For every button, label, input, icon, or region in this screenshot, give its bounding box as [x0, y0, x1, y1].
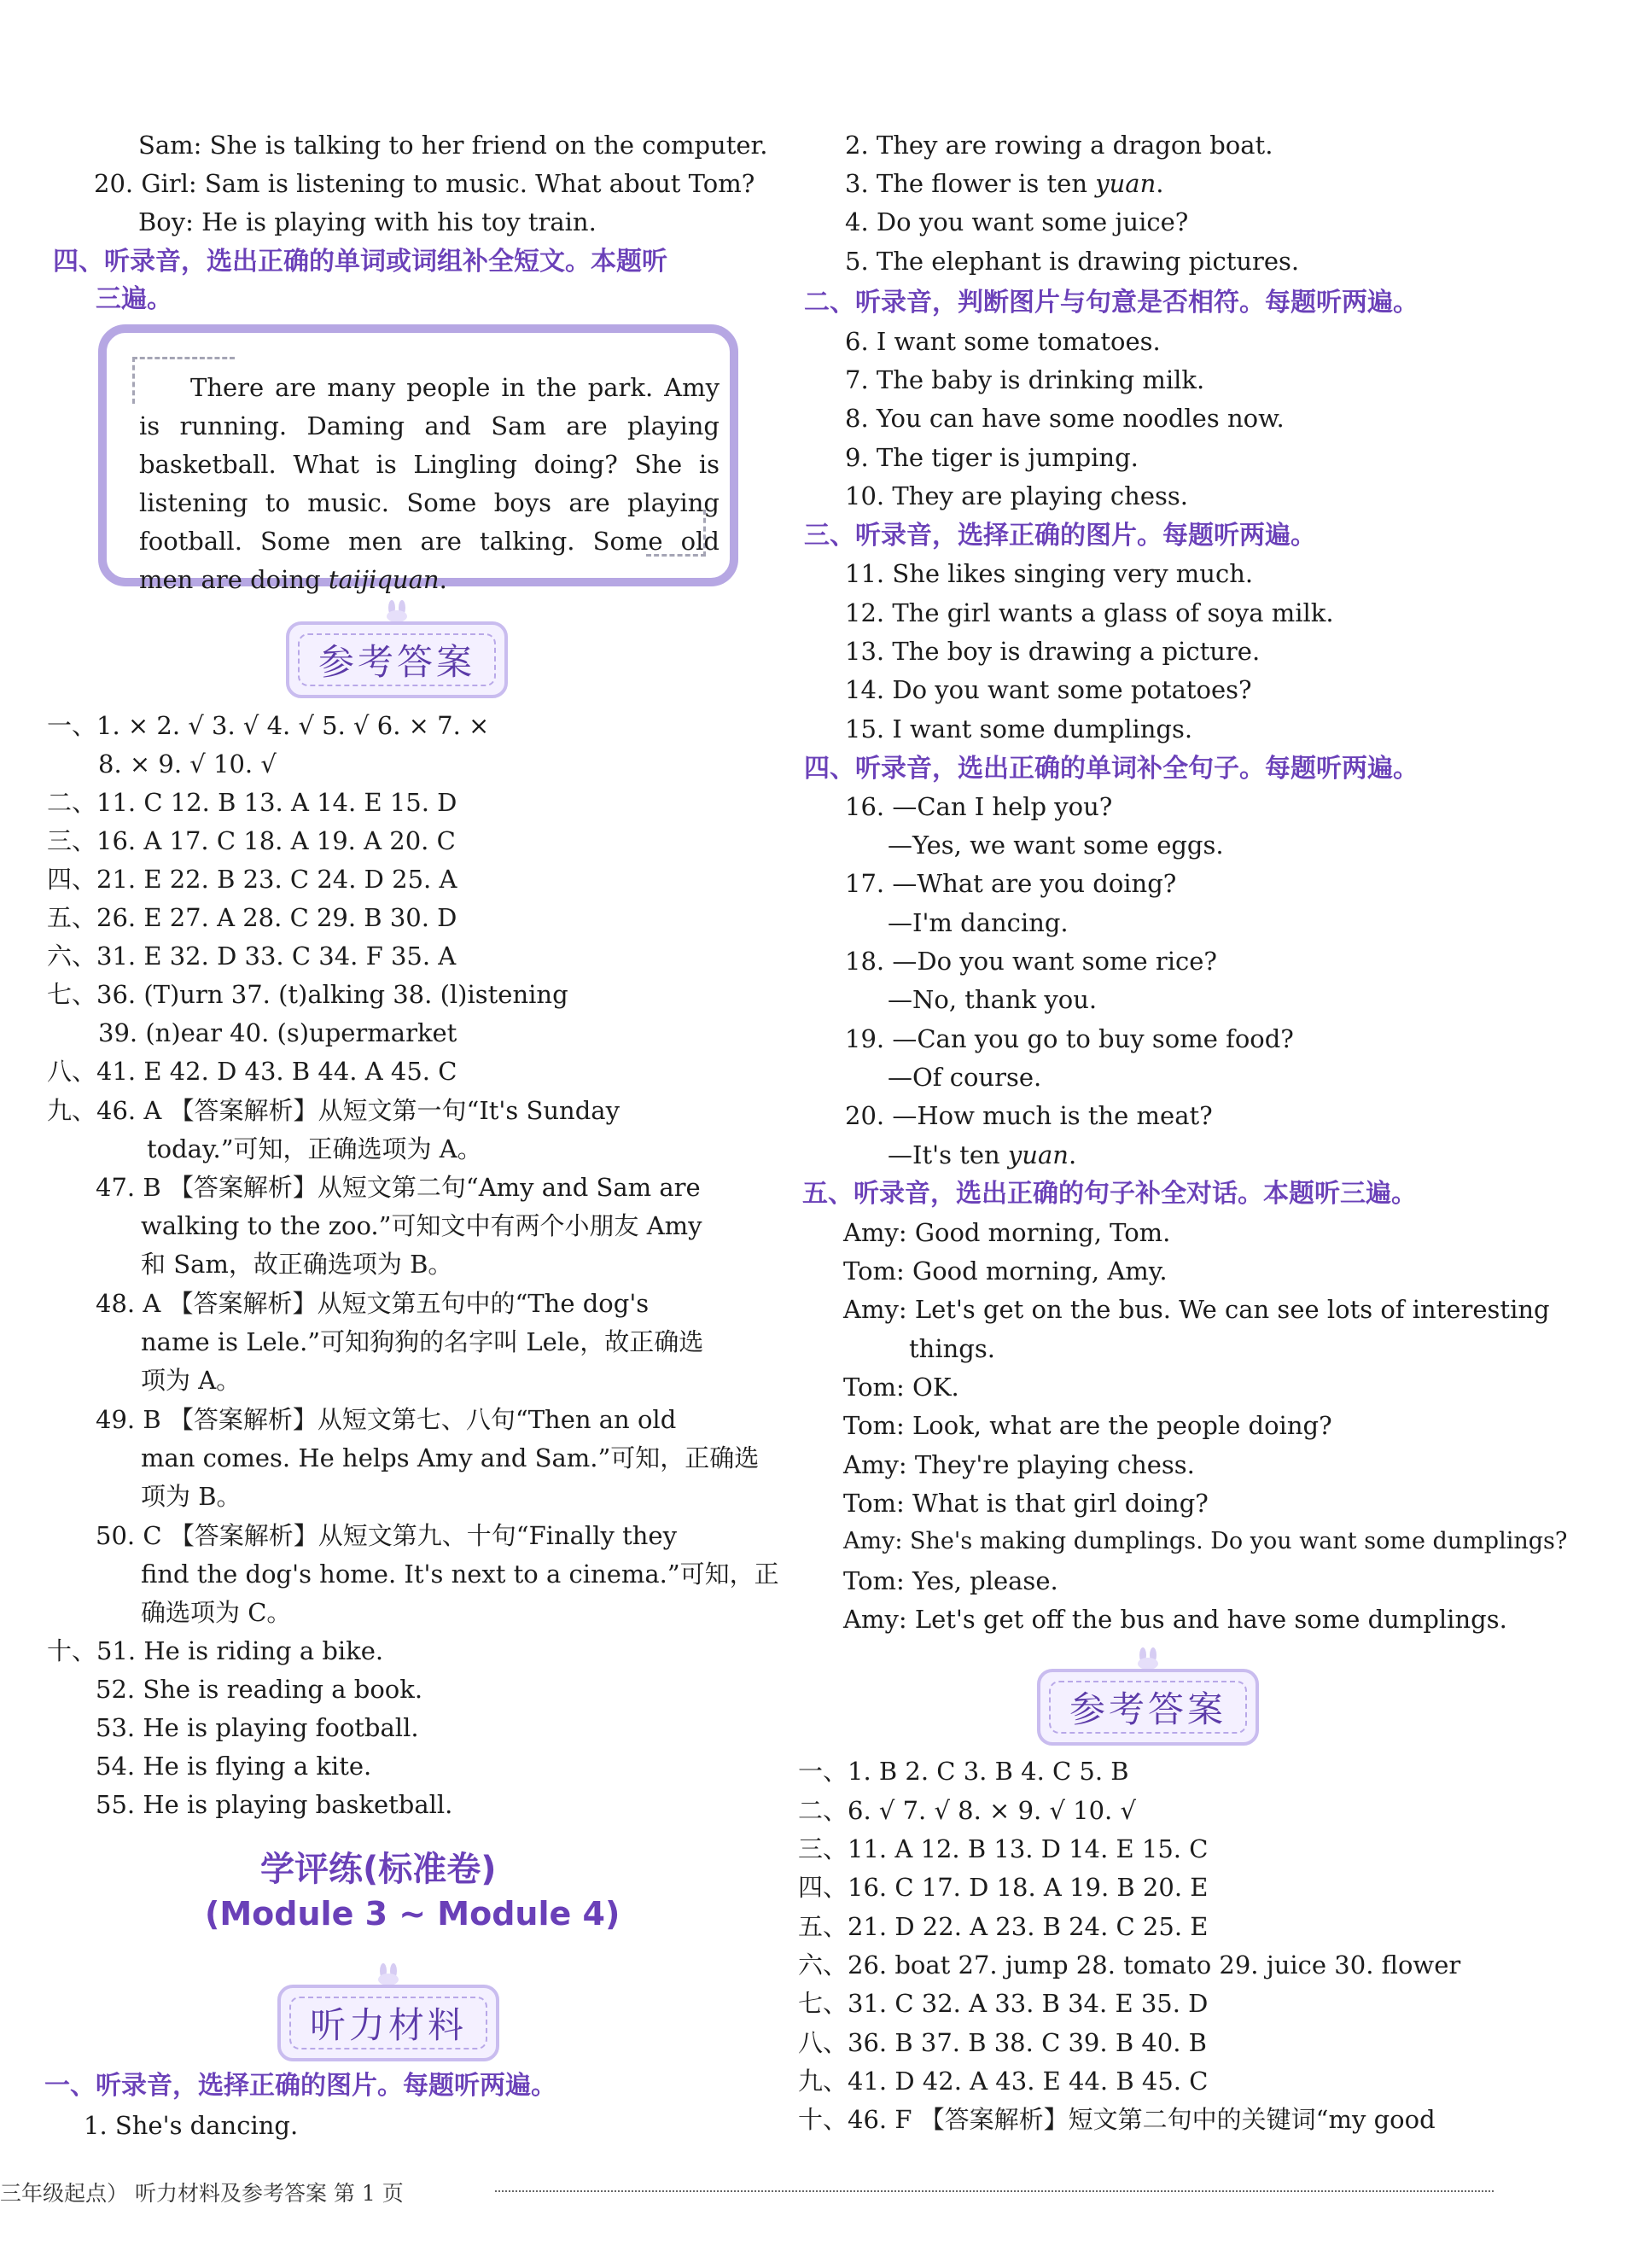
text-line: —I'm dancing.: [888, 908, 1069, 937]
text-line: 10. They are playing chess.: [845, 481, 1188, 510]
dialogue-line: Amy: She's making dumplings. Do you want some dumplings?: [843, 1528, 1568, 1554]
answers-badge: 参考答案: [1037, 1669, 1259, 1746]
text-line: 5. The elephant is drawing pictures.: [845, 247, 1300, 276]
answer-line: 54. He is flying a kite.: [96, 1752, 372, 1781]
text-line: 18. —Do you want some rice?: [845, 947, 1217, 976]
text-line: 13. The boy is drawing a picture.: [845, 637, 1261, 666]
dialogue-line: Tom: Look, what are the people doing?: [843, 1411, 1332, 1440]
text-line: 2. They are rowing a dragon boat.: [845, 131, 1273, 160]
answer-line: today.”可知，正确选项为 A。: [147, 1134, 482, 1163]
section-heading: 五、听录音，选出正确的句子补全对话。本题听三遍。: [802, 1179, 1417, 1209]
answer-line: 七、36. (T)urn 37. (t)alking 38. (l)istening: [47, 980, 568, 1009]
dialogue-line: things.: [909, 1334, 995, 1363]
answer-line: 九、46. A 【答案解析】从短文第一句“It's Sunday: [47, 1096, 620, 1125]
answer-line: 九、41. D 42. A 43. E 44. B 45. C: [798, 2067, 1209, 2096]
answer-line: 一、1. × 2. √ 3. √ 4. √ 5. √ 6. × 7. ×: [47, 711, 490, 740]
dialogue-line: Tom: Yes, please.: [843, 1566, 1058, 1595]
answer-line: 48. A 【答案解析】从短文第五句中的“The dog's: [96, 1289, 650, 1318]
answer-line: 八、41. E 42. D 43. B 44. A 45. C: [47, 1057, 457, 1086]
text-line: —No, thank you.: [888, 985, 1098, 1014]
answer-line: 和 Sam，故正确选项为 B。: [141, 1250, 453, 1279]
dialogue-line: Amy: Let's get off the bus and have some dumplings.: [843, 1605, 1507, 1634]
text-line: 8. You can have some noodles now.: [845, 404, 1285, 433]
answer-line: 一、1. B 2. C 3. B 4. C 5. B: [798, 1757, 1129, 1786]
text-line: 11. She likes singing very much.: [845, 559, 1254, 588]
answer-line: 十、46. F 【答案解析】短文第二句中的关键词“my good: [798, 2105, 1436, 2134]
text-line: 7. The baby is drinking milk.: [845, 365, 1205, 394]
answer-line: 53. He is playing football.: [96, 1713, 419, 1742]
text-line: 4. Do you want some juice?: [845, 207, 1189, 236]
dialogue-line: Tom: Good morning, Amy.: [843, 1256, 1168, 1286]
answer-line: 50. C 【答案解析】从短文第九、十句“Finally they: [96, 1521, 677, 1550]
dialogue-line: Amy: Let's get on the bus. We can see lots of interesting: [843, 1295, 1550, 1324]
answer-line: 二、6. √ 7. √ 8. × 9. √ 10. √: [798, 1796, 1136, 1825]
answer-line: 五、21. D 22. A 23. B 24. C 25. E: [798, 1912, 1209, 1941]
text-line: 19. —Can you go to buy some food?: [845, 1024, 1294, 1053]
answer-line: 47. B 【答案解析】从短文第二句“Amy and Sam are: [96, 1173, 701, 1202]
footer-rule: [495, 2190, 1494, 2192]
page-footer: 三年级起点） 听力材料及参考答案 第 1 页: [0, 2181, 404, 2206]
answer-line: 六、31. E 32. D 33. C 34. F 35. A: [47, 942, 457, 971]
section-heading: 四、听录音，选出正确的单词补全句子。每题听两遍。: [804, 754, 1419, 784]
answer-line: 项为 B。: [141, 1482, 242, 1511]
answer-line: find the dog's home. It's next to a cinema.”可知，正: [141, 1560, 779, 1589]
passage-text: There are many people in the park. Amy is running. Daming and Sam are playing basketball. What is Lingling doing? She is listening to music. Some boys are playing football. Some men are talking. Some old men are doing taijiquan.: [139, 373, 720, 594]
passage-box: [98, 324, 738, 594]
text-line: 17. —What are you doing?: [845, 869, 1177, 898]
text-line: 16. —Can I help you?: [845, 792, 1113, 821]
answer-line: 六、26. boat 27. jump 28. tomato 29. juice 30. flower: [798, 1950, 1461, 1979]
answer-line: 39. (n)ear 40. (s)upermarket: [98, 1018, 457, 1047]
text-line: 20. —How much is the meat?: [845, 1101, 1213, 1130]
answer-line: 项为 A。: [141, 1366, 242, 1395]
answer-line: 十、51. He is riding a bike.: [47, 1636, 384, 1665]
answer-line: man comes. He helps Amy and Sam.”可知，正确选: [141, 1443, 760, 1472]
text-line: —Yes, we want some eggs.: [888, 831, 1224, 860]
answer-line: 三、11. A 12. B 13. D 14. E 15. C: [798, 1834, 1209, 1863]
section-heading: 四、听录音，选出正确的单词或词组补全短文。本题听: [53, 247, 667, 277]
answer-line: 三、16. A 17. C 18. A 19. A 20. C: [47, 826, 456, 855]
dialogue-line: Amy: They're playing chess.: [843, 1450, 1195, 1479]
text-line: 3. The flower is ten yuan.: [845, 169, 1164, 198]
answer-line: name is Lele.”可知狗狗的名字叫 Lele，故正确选: [141, 1327, 704, 1356]
text-line: 12. The girl wants a glass of soya milk.: [845, 598, 1334, 627]
section-heading: 二、听录音，判断图片与句意是否相符。每题听两遍。: [804, 288, 1419, 318]
answer-line: 49. B 【答案解析】从短文第七、八句“Then an old: [96, 1405, 677, 1434]
text-line: Sam: She is talking to her friend on the computer.: [138, 131, 768, 160]
bunny-icon: [370, 1962, 407, 1985]
section-heading: 三遍。: [96, 284, 172, 314]
text-line: —It's ten yuan.: [888, 1140, 1077, 1169]
section-heading: 三、听录音，选择正确的图片。每题听两遍。: [804, 521, 1316, 551]
test-title: 学评练(标准卷): [260, 1850, 497, 1889]
answer-line: 七、31. C 32. A 33. B 34. E 35. D: [798, 1989, 1209, 2018]
dialogue-line: Amy: Good morning, Tom.: [843, 1218, 1171, 1247]
answer-line: 确选项为 C。: [141, 1598, 292, 1627]
text-line: 14. Do you want some potatoes?: [845, 675, 1252, 704]
bunny-icon: [1129, 1647, 1167, 1669]
bunny-icon: [378, 599, 416, 621]
text-line: 6. I want some tomatoes.: [845, 327, 1161, 356]
answers-badge: 参考答案: [286, 621, 508, 698]
answer-line: 四、21. E 22. B 23. C 24. D 25. A: [47, 865, 457, 894]
answer-line: walking to the zoo.”可知文中有两个小朋友 Amy: [141, 1211, 702, 1240]
text-line: —Of course.: [888, 1063, 1042, 1092]
dialogue-line: Tom: What is that girl doing?: [843, 1489, 1209, 1518]
answer-line: 8. × 9. √ 10. √: [98, 749, 277, 778]
text-line: 15. I want some dumplings.: [845, 714, 1193, 743]
test-subtitle: (Module 3 ~ Module 4): [205, 1895, 620, 1933]
text-line: 20. Girl: Sam is listening to music. What about Tom?: [94, 169, 755, 198]
text-line: Boy: He is playing with his toy train.: [138, 207, 597, 236]
dialogue-line: Tom: OK.: [843, 1373, 959, 1402]
answer-line: 四、16. C 17. D 18. A 19. B 20. E: [798, 1873, 1209, 1902]
answer-line: 二、11. C 12. B 13. A 14. E 15. D: [47, 788, 457, 817]
section-heading: 一、听录音，选择正确的图片。每题听两遍。: [44, 2071, 556, 2101]
answer-line: 52. She is reading a book.: [96, 1675, 423, 1704]
answer-line: 八、36. B 37. B 38. C 39. B 40. B: [798, 2028, 1207, 2057]
text-line: 1. She's dancing.: [84, 2111, 299, 2140]
answer-line: 五、26. E 27. A 28. C 29. B 30. D: [47, 903, 457, 932]
text-line: 9. The tiger is jumping.: [845, 443, 1139, 472]
listening-badge: 听力材料: [277, 1985, 499, 2061]
answer-line: 55. He is playing basketball.: [96, 1790, 453, 1819]
